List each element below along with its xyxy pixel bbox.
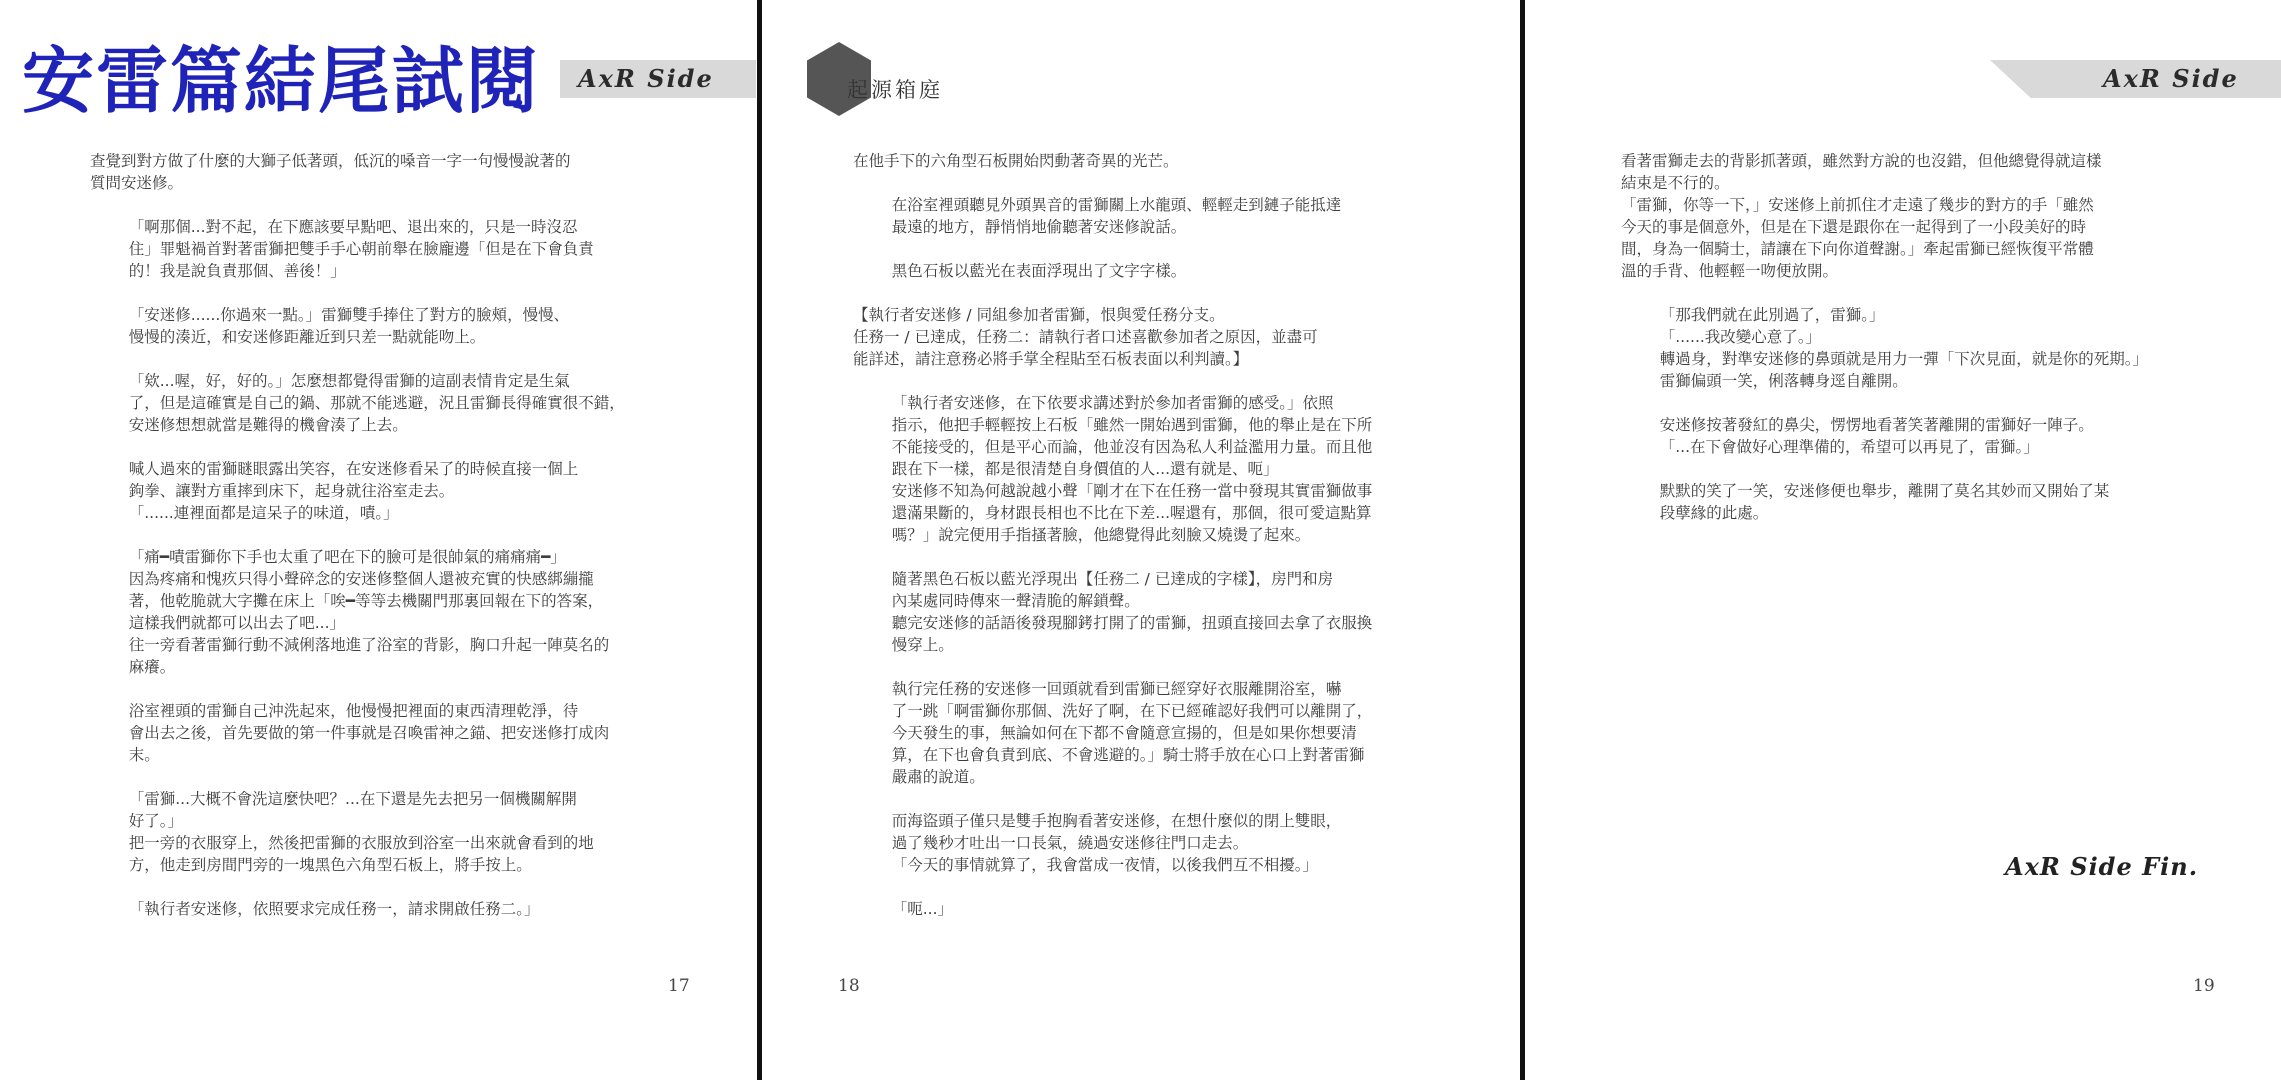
text-line: 住」罪魁禍首對著雷獅把雙手手心朝前舉在臉龐邊「但是在下會負責 [128,240,594,258]
text-line: 嚴肅的說道。 [891,768,985,786]
text-line: 鉤拳、讓對方重摔到床下，起身就往浴室走去。 [128,482,455,500]
text-line: 「...在下會做好心理準備的，希望可以再見了，雷獅。」 [1659,438,2039,456]
text-line: 查覺到對方做了什麼的大獅子低著頭，低沉的嗓音一字一句慢慢說著的 [90,152,571,170]
page-18 [762,0,1518,1080]
text-line: 任務一 / 已達成，任務二：請執行者口述喜歡參加者之原因，並盡可 [853,328,1318,346]
fin-signature: AxR Side Fin. [2005,852,2199,881]
page-number: 17 [668,976,690,996]
paragraph [90,370,660,436]
side-tag: AxR Side [2103,64,2239,93]
text-line: 最遠的地方，靜悄悄地偷聽著安迷修說話。 [891,218,1187,236]
text-line: 黑色石板以藍光在表面浮現出了文字字樣。 [891,262,1187,280]
page-number: 18 [838,976,860,996]
text-line: 雷獅偏頭一笑，俐落轉身逕自離開。 [1659,372,1908,390]
text-line: 「呃...」 [891,900,954,918]
text-line: 這樣我們就都可以出去了吧...」 [128,614,346,632]
text-line: 「欸...喔，好，好的。」怎麼想都覺得雷獅的這副表情肯定是生氣 [128,372,570,390]
paragraph [90,304,660,348]
text-line: 執行完任務的安迷修一回頭就看到雷獅已經穿好衣服離開浴室，嚇 [891,680,1342,698]
text-line: 在他手下的六角型石板開始閃動著奇異的光芒。 [853,152,1179,170]
text-line: 間，身為一個騎士，請讓在下向你道聲謝。」牽起雷獅已經恢復平常體 [1621,240,2094,258]
text-line: 還滿果斷的，身材跟長相也不比在下差...喔還有，那個，很可愛這點算 [891,504,1372,522]
paragraph [90,898,660,920]
text-line: 「痛━嘖雷獅你下手也太重了吧在下的臉可是很帥氣的痛痛痛━」 [128,548,566,566]
text-line: 了一跳「啊雷獅你那個、洗好了啊，在下已經確認好我們可以離開了， [891,702,1373,720]
text-line: 安迷修按著發紅的鼻尖，愣愣地看著笑著離開的雷獅好一陣子。 [1659,416,2094,434]
text-line: 看著雷獅走去的背影抓著頭，雖然對方說的也沒錯，但他總覺得就這樣 [1621,152,2102,170]
paragraph [1621,480,2191,524]
text-line: 段孽緣的此處。 [1659,504,1769,522]
text-line: 浴室裡頭的雷獅自己沖洗起來，他慢慢把裡面的東西清理乾淨，待 [128,702,579,720]
text-line: 往一旁看著雷獅行動不減俐落地進了浴室的背影，胸口升起一陣莫名的 [128,636,610,654]
page-19 [1525,0,2281,1080]
text-line: 安迷修想想就當是難得的機會湊了上去。 [128,416,408,434]
page-number: 19 [2193,976,2215,996]
text-line: 算，在下也會負責到底、不會逃避的。」騎士將手放在心口上對著雷獅 [891,746,1365,764]
paragraph [853,260,1423,282]
paragraph [90,458,660,524]
text-line: 「雷獅，你等一下，」安迷修上前抓住才走遠了幾步的對方的手「雖然 [1621,196,2094,214]
text-line: 因為疼痛和愧疚只得小聲碎念的安迷修整個人還被充實的快感綁繃攏 [128,570,594,588]
paragraph [853,898,1423,920]
text-line: 溫的手背、他輕輕一吻便放開。 [1621,262,1839,280]
text-line: 過了幾秒才吐出一口長氣，繞過安迷修往門口走去。 [891,834,1249,852]
side-tag: AxR Side [578,64,714,93]
page-text [1621,150,2191,546]
text-line: 末。 [128,746,160,764]
text-line: 喊人過來的雷獅瞇眼露出笑容，在安迷修看呆了的時候直接一個上 [128,460,579,478]
paragraph [853,568,1423,656]
paragraph [90,700,660,766]
text-line: 隨著黑色石板以藍光浮現出【任務二 / 已達成的字樣】，房門和房 [891,570,1334,588]
text-line: 轉過身，對準安迷修的鼻頭就是用力一彈「下次見面，就是你的死期。」 [1659,350,2149,368]
text-line: 指示，他把手輕輕按上石板「雖然一開始遇到雷獅，他的舉止是在下所 [891,416,1373,434]
text-line: 的！我是說負責那個、善後！」 [128,262,346,280]
paragraph [90,788,660,876]
text-line: 「雷獅...大概不會洗這麼快吧？...在下還是先去把另一個機關解開 [128,790,577,808]
page-text [853,150,1423,942]
text-line: 能詳述，請注意務必將手掌全程貼至石板表面以利判讀。】 [853,350,1249,368]
paragraph [853,810,1423,876]
text-line: 內某處同時傳來一聲清脆的解鎖聲。 [891,592,1140,610]
text-line: 結束是不行的。 [1621,174,1730,192]
text-line: 聽完安迷修的話語後發現腳銬打開了的雷獅，扭頭直接回去拿了衣服換 [891,614,1373,632]
book-title: 安雷篇結尾試閱 [22,39,541,123]
paragraph [853,392,1423,546]
text-line: 質問安迷修。 [90,174,184,192]
text-line: 「今天的事情就算了，我會當成一夜情，以後我們互不相擾。」 [891,856,1319,874]
text-line: 把一旁的衣服穿上，然後把雷獅的衣服放到浴室一出來就會看到的地 [128,834,594,852]
paragraph [1621,414,2191,458]
section-title: 起源箱庭 [847,78,943,102]
paragraph [853,194,1423,238]
text-line: 著，他乾脆就大字攤在床上「唉━等等去機關門那裏回報在下的答案， [128,592,604,610]
paragraph [90,216,660,282]
text-line: 會出去之後，首先要做的第一件事就是召喚雷神之錨、把安迷修打成肉 [128,724,610,742]
text-line: 跟在下一樣，都是很清楚自身價值的人...還有就是、呃」 [891,460,1279,478]
text-line: 慢慢的湊近，和安迷修距離近到只差一點就能吻上。 [128,328,486,346]
text-line: 「......連裡面都是這呆子的味道，嘖。」 [128,504,399,522]
text-line: 「那我們就在此別過了，雷獅。」 [1659,306,1885,324]
paragraph [90,546,660,678]
page-text [90,150,660,942]
text-line: 安迷修不知為何越說越小聲「剛才在下在任務一當中發現其實雷獅做事 [891,482,1373,500]
text-line: 今天的事是個意外，但是在下還是跟你在一起得到了一小段美好的時 [1621,218,2087,236]
text-line: 而海盜頭子僅只是雙手抱胸看著安迷修，在想什麼似的閉上雙眼， [891,812,1342,830]
text-line: 默默的笑了一笑，安迷修便也舉步，離開了莫名其妙而又開始了某 [1659,482,2110,500]
text-line: 了，但是這確實是自己的鍋、那就不能逃避，況且雷獅長得確實很不錯， [128,394,625,412]
text-line: 方，他走到房間門旁的一塊黑色六角型石板上，將手按上。 [128,856,532,874]
text-line: 今天發生的事，無論如何在下都不會隨意宣揚的，但是如果你想要清 [891,724,1357,742]
text-line: 「執行者安迷修，在下依要求講述對於參加者雷獅的感受。」依照 [891,394,1334,412]
text-line: 好了。」 [128,812,184,830]
text-line: 【執行者安迷修 / 同組參加者雷獅，恨與愛任務分支。 [853,306,1225,324]
text-line: 嗎？」說完便用手指搔著臉，他總覺得此刻臉又燒燙了起來。 [891,526,1311,544]
text-line: 「安迷修......你過來一點。」雷獅雙手捧住了對方的臉頰，慢慢、 [128,306,570,324]
text-line: 「執行者安迷修，依照要求完成任務一，請求開啟任務二。」 [128,900,540,918]
text-line: 不能接受的，但是平心而論，他並沒有因為私人利益濫用力量。而且他 [891,438,1373,456]
text-line: 「啊那個...對不起，在下應該要早點吧、退出來的，只是一時沒忍 [128,218,578,236]
text-line: 在浴室裡頭聽見外頭異音的雷獅關上水龍頭、輕輕走到鏈子能抵達 [891,196,1342,214]
page-17 [0,0,756,1080]
paragraph [853,678,1423,788]
paragraph [853,304,1423,370]
text-line: 麻癢。 [128,658,176,676]
paragraph [90,150,660,194]
paragraph [1621,150,2191,282]
text-line: 慢穿上。 [891,636,954,654]
paragraph [1621,304,2191,392]
paragraph [853,150,1423,172]
text-line: 「......我改變心意了。」 [1659,328,1822,346]
